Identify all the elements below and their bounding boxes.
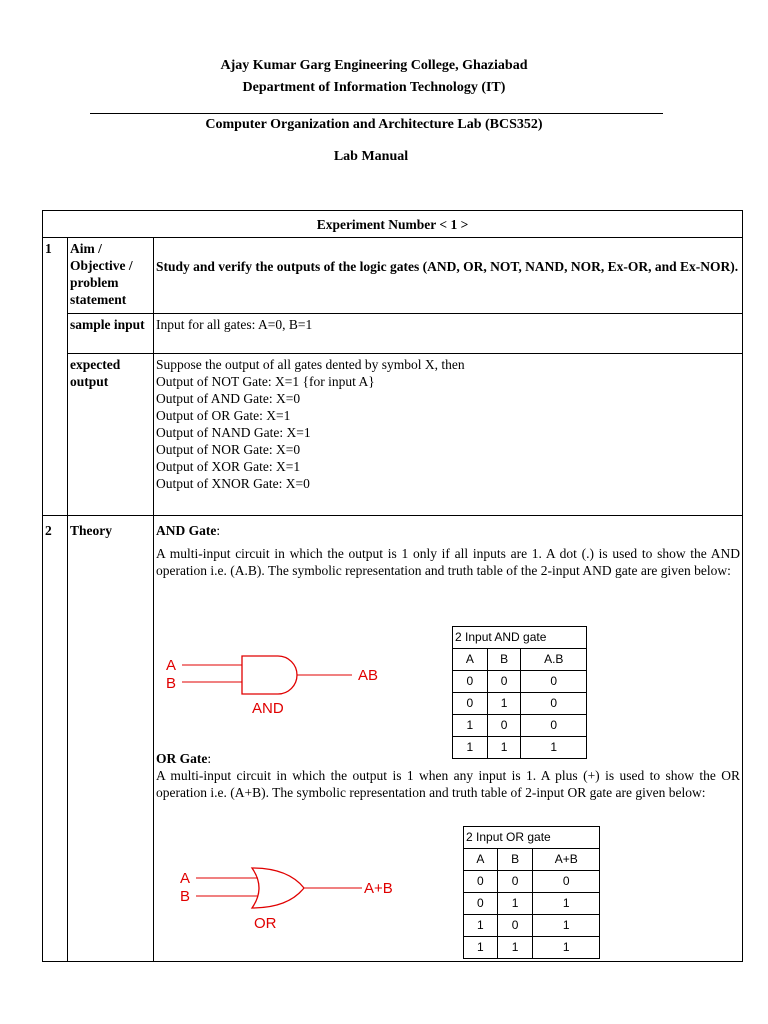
cell: 1: [497, 893, 533, 915]
cell: 1: [487, 693, 521, 715]
table-row: [453, 715, 587, 737]
or-gate-diagram: [176, 865, 416, 937]
cell: 0: [487, 715, 521, 737]
cell: 1: [521, 737, 587, 759]
expected-output-row: [43, 354, 743, 516]
course-title: Computer Organization and Architecture Lab (BCS352): [205, 117, 543, 132]
cell: 0: [453, 671, 488, 693]
table-row: [453, 671, 587, 693]
expected-line: Output of NAND Gate: X=1: [156, 425, 311, 440]
cell: 0: [464, 893, 498, 915]
aim-text: Study and verify the outputs of the logic gates (AND, OR, NOT, NAND, NOR, Ex-OR, and Ex-NOR).: [154, 238, 743, 314]
table-row: [464, 915, 600, 937]
and-input-b-label: B: [166, 675, 177, 692]
expected-line: Output of NOR Gate: X=0: [156, 442, 301, 457]
sample-input-text: Input for all gates: A=0, B=1: [154, 314, 743, 354]
and-table-header: A: [453, 649, 488, 671]
or-gate-heading: OR Gate: [156, 751, 208, 766]
cell: 1: [464, 915, 498, 937]
or-input-a-label: A: [180, 870, 191, 887]
table-row: [464, 893, 600, 915]
cell: 0: [453, 693, 488, 715]
and-gate-heading-colon: :: [216, 523, 221, 538]
cell: 0: [521, 693, 587, 715]
expected-line: Suppose the output of all gates dented by symbol X, then: [156, 357, 465, 372]
experiment-title-row: [43, 211, 743, 238]
cell: 0: [533, 871, 600, 893]
expected-output-list: [154, 354, 743, 516]
and-table-caption: 2 Input AND gate: [453, 627, 587, 649]
and-gate-heading: AND Gate: [156, 523, 217, 538]
cell: 0: [521, 715, 587, 737]
expected-line: Output of XNOR Gate: X=0: [156, 476, 310, 491]
college-name: Ajay Kumar Garg Engineering College, Ghaziabad: [220, 58, 528, 73]
or-output-label: A+B: [364, 880, 393, 897]
or-gate-heading-colon: :: [207, 751, 212, 766]
theory-content: [154, 516, 743, 962]
row-number: 2: [43, 516, 68, 962]
or-table-header: A: [464, 849, 498, 871]
cell: 1: [533, 915, 600, 937]
expected-line: Output of XOR Gate: X=1: [156, 459, 301, 474]
expected-line: Output of AND Gate: X=0: [156, 391, 301, 406]
experiment-table: [42, 210, 743, 962]
cell: 0: [521, 671, 587, 693]
cell: 1: [533, 893, 600, 915]
and-table-header: B: [487, 649, 521, 671]
and-gate-section: [156, 522, 741, 754]
cell: 1: [487, 737, 521, 759]
cell: 1: [464, 937, 498, 959]
and-gate-name: AND: [252, 700, 284, 717]
or-gate-name: OR: [254, 915, 277, 932]
cell: 1: [533, 937, 600, 959]
cell: 0: [497, 915, 533, 937]
and-gate-icon: [242, 656, 297, 694]
or-table-caption: 2 Input OR gate: [464, 827, 600, 849]
or-table-header: B: [497, 849, 533, 871]
theory-row: [43, 516, 743, 962]
table-row: [464, 871, 600, 893]
and-output-label: AB: [358, 667, 379, 684]
table-row: [464, 937, 600, 959]
manual-title: Lab Manual: [333, 149, 409, 164]
or-gate-description: A multi-input circuit in which the output is 1 when any input is 1. A plus (+) is used to show the OR operation i.e. (A+B). The symbolic representation and truth table of 2-input OR gate are given below:: [156, 768, 741, 800]
row-number: 1: [43, 238, 68, 516]
theory-label: Theory: [68, 516, 154, 962]
cell: 0: [497, 871, 533, 893]
cell: 1: [453, 715, 488, 737]
and-gate-description: A multi-input circuit in which the output is 1 only if all inputs are 1. A dot (.) is used to show the AND operation i.e. (A.B). The symbolic representation and truth table of the 2-input AND gate are given below:: [156, 546, 741, 578]
and-gate-diagram: [162, 652, 402, 722]
aim-row: [43, 238, 743, 314]
header-divider: [90, 113, 663, 114]
and-table-header: A.B: [521, 649, 587, 671]
or-input-b-label: B: [180, 888, 191, 905]
expected-line: Output of OR Gate: X=1: [156, 408, 291, 423]
and-input-a-label: A: [166, 657, 177, 674]
sample-input-label: sample input: [68, 314, 154, 354]
sample-input-row: [43, 314, 743, 354]
table-row: [453, 693, 587, 715]
or-gate-section: [156, 750, 741, 954]
cell: 1: [497, 937, 533, 959]
or-truth-table: [463, 826, 600, 959]
cell: 0: [464, 871, 498, 893]
expected-output-label: expected output: [68, 354, 154, 516]
cell: 1: [453, 737, 488, 759]
or-gate-icon: [252, 868, 304, 908]
cell: 0: [487, 671, 521, 693]
department-name: Department of Information Technology (IT): [242, 80, 506, 95]
experiment-title: Experiment Number < 1 >: [43, 211, 743, 238]
or-table-header: A+B: [533, 849, 600, 871]
and-truth-table: [452, 626, 587, 759]
expected-line: Output of NOT Gate: X=1 {for input A}: [156, 374, 375, 389]
aim-label: Aim / Objective / problem statement: [68, 238, 154, 314]
